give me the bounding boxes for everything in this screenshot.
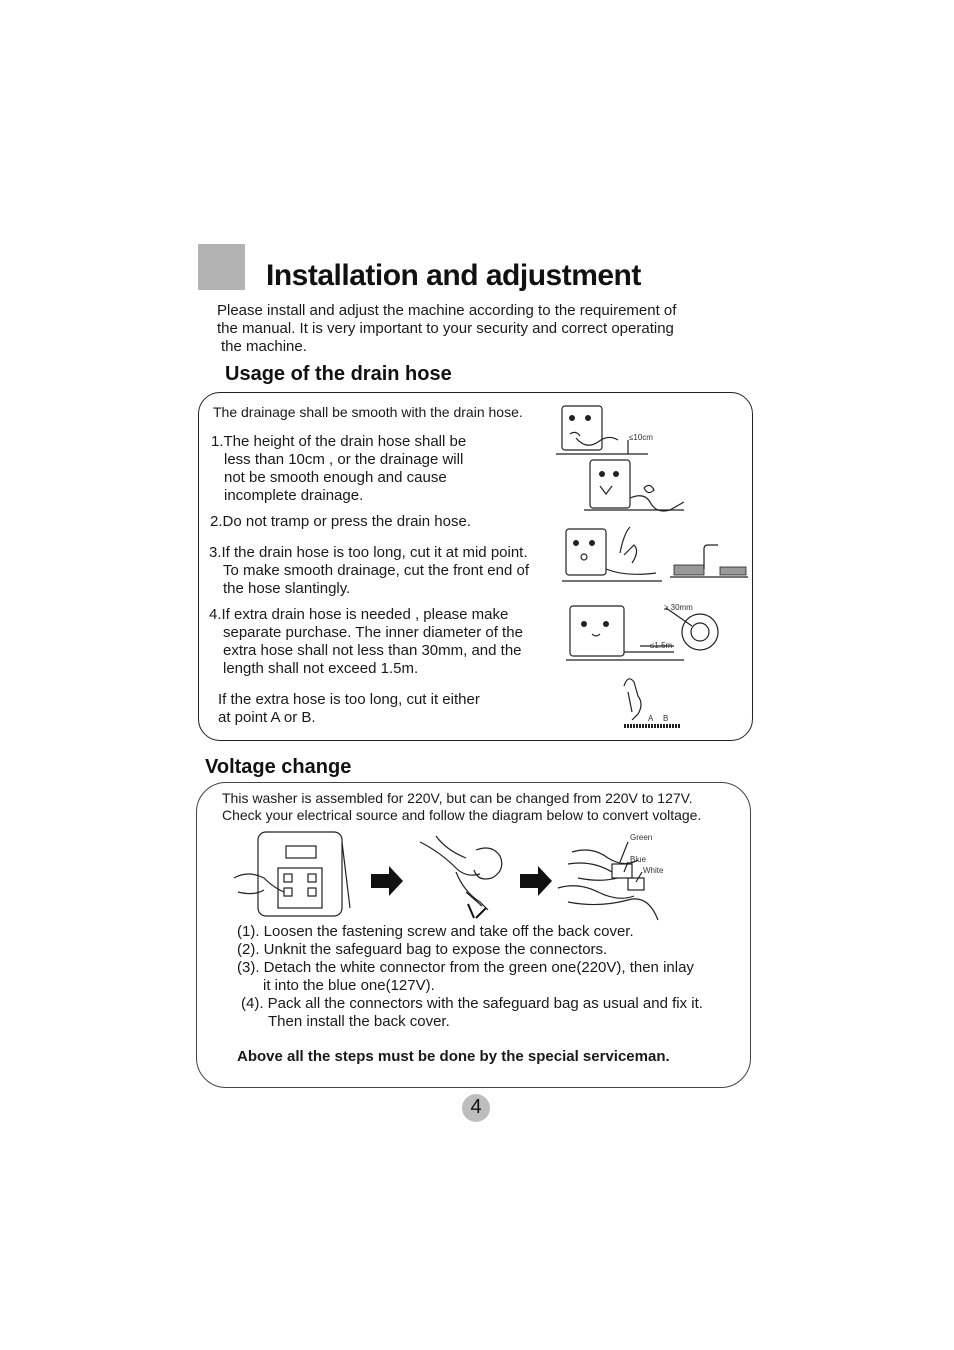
voltage-step-4 <box>241 995 703 1031</box>
voltage-intro <box>222 790 701 824</box>
washer-height-illustration <box>556 400 656 458</box>
serviceman-warning: Above all the steps must be done by the special serviceman. <box>237 1048 670 1065</box>
arrow-right-icon <box>371 866 405 896</box>
drain-item-1-line: incomplete drainage. <box>224 487 364 504</box>
point-a-label: A <box>648 714 654 723</box>
cut-hose-illustration <box>562 525 748 587</box>
cut-point-illustration <box>618 672 688 734</box>
drain-item-3-line: the hose slantingly. <box>223 580 351 597</box>
drain-item-5-line: at point A or B. <box>218 709 316 726</box>
drain-item-1-line: not be smooth enough and cause <box>224 469 447 486</box>
drain-hose-heading: Usage of the drain hose <box>225 363 452 385</box>
point-b-label: B <box>663 714 669 723</box>
unknit-bag-illustration <box>416 832 516 922</box>
drain-item-5-line: If the extra hose is too long, cut it either <box>218 691 480 708</box>
washer-long-hose-illustration <box>584 458 692 520</box>
voltage-heading: Voltage change <box>205 756 352 778</box>
connector-illustration <box>558 828 678 928</box>
drain-item-3-line: To make smooth drainage, cut the front end of <box>223 562 530 579</box>
voltage-step-3-line: it into the blue one(127V). <box>263 977 435 994</box>
drain-item-4-line: length shall not exceed 1.5m. <box>223 660 419 677</box>
voltage-step-3-line: (3). Detach the white connector from the green one(220V), then inlay <box>237 959 694 976</box>
drain-item-2: 2.Do not tramp or press the drain hose. <box>210 513 471 530</box>
white-label: White <box>643 866 664 875</box>
drain-item-4-line: extra hose shall not less than 30mm, and the <box>223 642 522 659</box>
drain-item-3 <box>209 544 529 598</box>
green-label: Green <box>630 833 653 842</box>
height-label: ≤10cm <box>629 433 653 442</box>
voltage-intro-line: This washer is assembled for 220V, but can be changed from 220V to 127V. <box>222 790 693 806</box>
intro-paragraph <box>217 302 747 356</box>
intro-line: the manual. It is very important to your security and correct operating <box>217 320 674 337</box>
blue-label: Blue <box>630 855 647 864</box>
drain-item-1-line: 1.The height of the drain hose shall be <box>211 433 467 450</box>
back-cover-illustration <box>234 828 354 920</box>
arrow-right-icon <box>520 866 554 896</box>
voltage-step-2: (2). Unknit the safeguard bag to expose the connectors. <box>237 941 608 958</box>
intro-line: the machine. <box>221 338 307 355</box>
drain-item-1 <box>211 433 466 505</box>
section-marker <box>198 244 245 290</box>
voltage-step-4-line: Then install the back cover. <box>268 1013 450 1030</box>
page-title: Installation and adjustment <box>266 259 641 292</box>
voltage-step-4-line: (4). Pack all the connectors with the safeguard bag as usual and fix it. <box>241 995 703 1012</box>
intro-line: Please install and adjust the machine according to the requirement of <box>217 302 677 319</box>
diameter-label: ≥ 30mm <box>664 603 693 612</box>
drain-item-4 <box>209 606 523 678</box>
voltage-intro-line: Check your electrical source and follow the diagram below to convert voltage. <box>222 807 702 823</box>
voltage-step-1: (1). Loosen the fastening screw and take off the back cover. <box>237 923 634 940</box>
drain-item-5 <box>218 691 480 727</box>
drain-item-1-line: less than 10cm , or the drainage will <box>224 451 464 468</box>
drain-lead-text: The drainage shall be smooth with the drain hose. <box>213 404 523 420</box>
page-number: 4 <box>470 1096 482 1118</box>
length-label: ≤1.5m <box>650 641 673 650</box>
voltage-step-3 <box>237 959 694 995</box>
drain-item-3-line: 3.If the drain hose is too long, cut it at mid point. <box>209 544 528 561</box>
extra-hose-illustration <box>566 600 736 662</box>
drain-item-4-line: separate purchase. The inner diameter of the <box>223 624 523 641</box>
drain-item-4-line: 4.If extra drain hose is needed , please make <box>209 606 509 623</box>
